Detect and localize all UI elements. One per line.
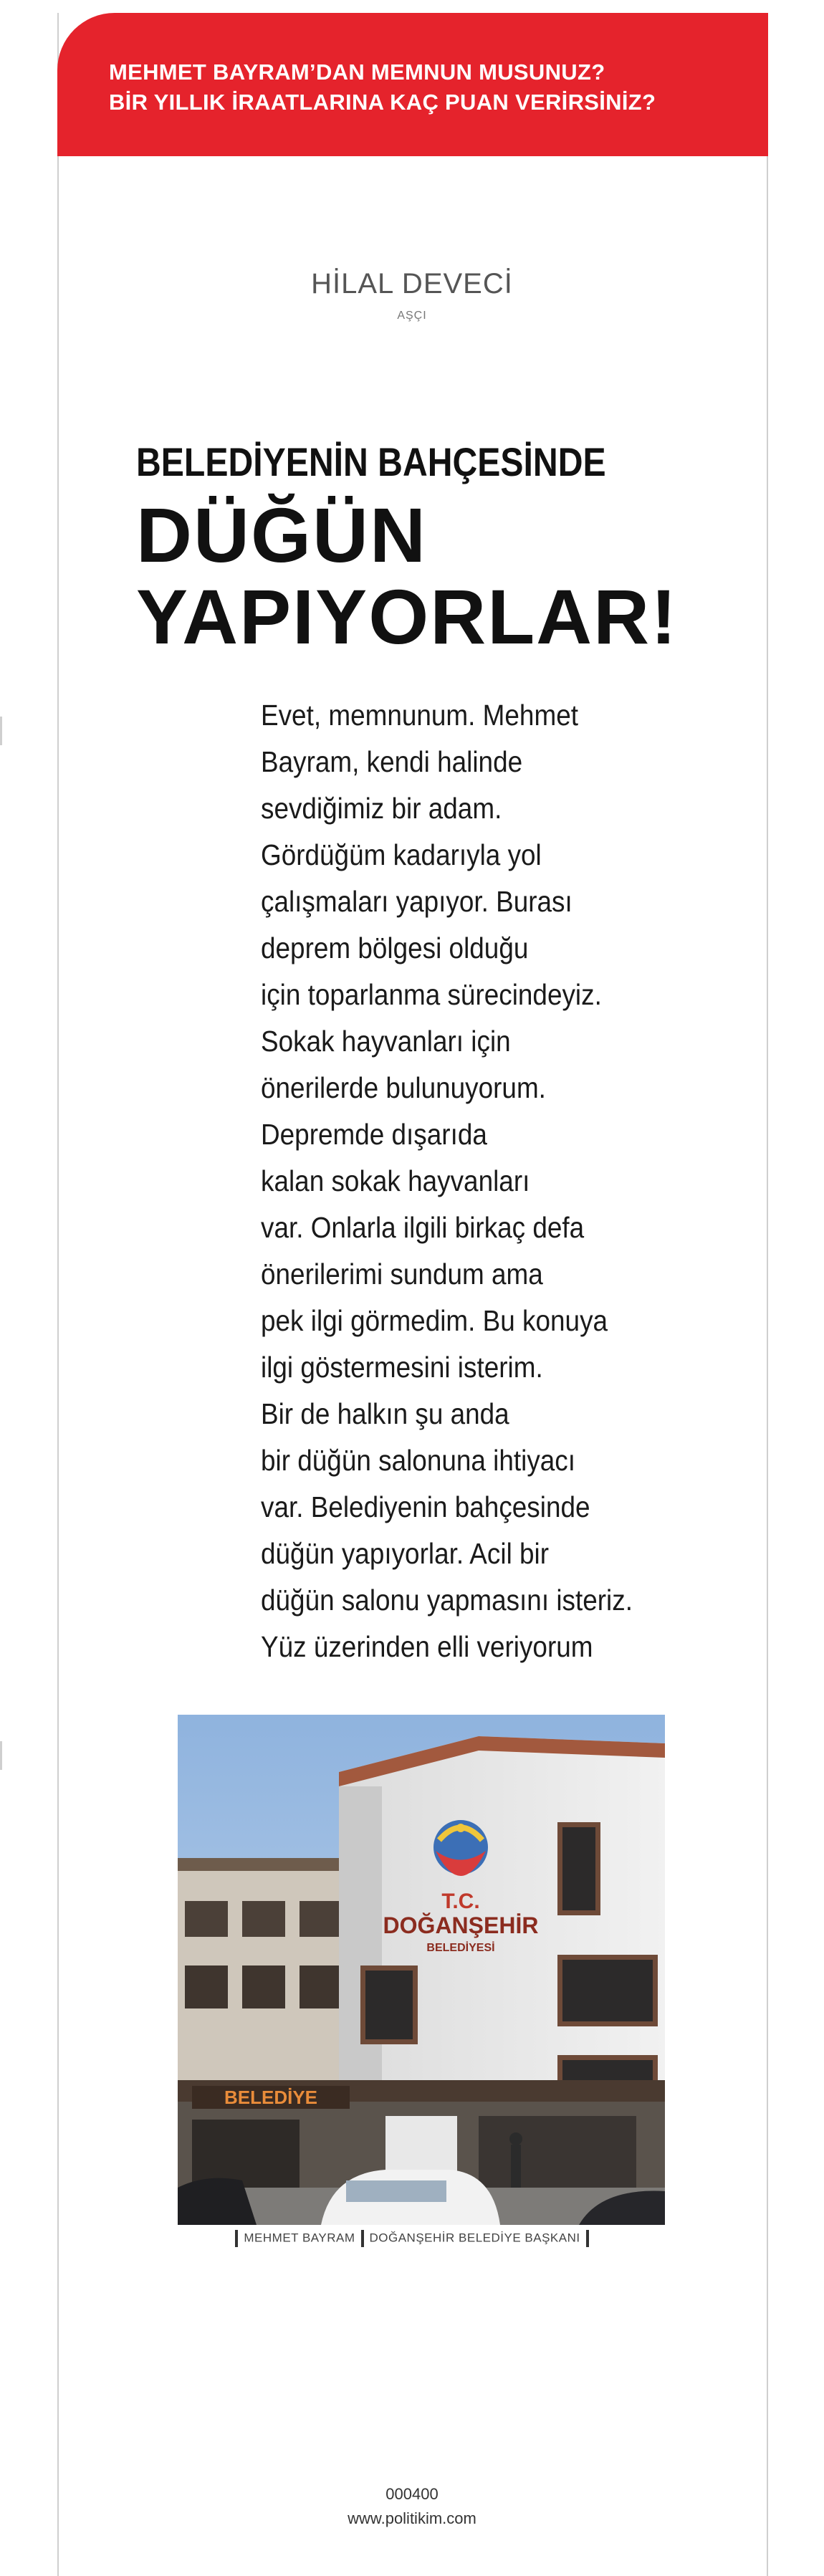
page-code: 000400 xyxy=(385,2485,439,2503)
body-line: Evet, memnunum. Mehmet xyxy=(261,699,578,732)
caption-title: DOĞANŞEHİR BELEDİYE BAŞKANI xyxy=(369,2231,580,2245)
sign-municipality: BELEDİYESİ xyxy=(426,1942,495,1954)
banner-line-1: MEHMET BAYRAM’DAN MEMNUN MUSUNUZ? xyxy=(109,59,605,85)
body-line: var. Onlarla ilgili birkaç defa xyxy=(261,1211,585,1244)
sign-tc: T.C. xyxy=(441,1890,480,1913)
photo-caption xyxy=(0,2230,824,2247)
headline-kicker: BELEDİYENİN BAHÇESİNDE xyxy=(136,439,606,484)
body-line: Yüz üzerinden elli veriyorum xyxy=(261,1630,593,1663)
headline-line-1: DÜĞÜN xyxy=(136,492,427,578)
question-banner xyxy=(57,13,768,156)
body-line: var. Belediyenin bahçesinde xyxy=(261,1490,590,1523)
body-line: kalan sokak hayvanları xyxy=(261,1164,530,1197)
caption-name: MEHMET BAYRAM xyxy=(244,2231,355,2245)
body-line: ilgi göstermesini isterim. xyxy=(261,1351,543,1384)
body-line: sevdiğimiz bir adam. xyxy=(261,792,502,825)
body-line: deprem bölgesi olduğu xyxy=(261,932,529,964)
body-line: çalışmaları yapıyor. Burası xyxy=(261,885,573,918)
caption-divider xyxy=(361,2230,364,2247)
body-line: önerilerimi sundum ama xyxy=(261,1258,543,1291)
author-role: AŞÇI xyxy=(397,310,427,322)
storefront-sign: BELEDİYE xyxy=(224,2087,318,2108)
body-line: bir düğün salonuna ihtiyacı xyxy=(261,1444,576,1477)
sign-town: DOĞANŞEHİR xyxy=(383,1912,539,1938)
edge-mark xyxy=(0,1741,2,1770)
body-line: Gördüğüm kadarıyla yol xyxy=(261,838,542,871)
body-line: pek ilgi görmedim. Bu konuya xyxy=(261,1304,608,1337)
body-line: Bir de halkın şu anda xyxy=(261,1397,509,1430)
banner-line-2: BİR YILLIK İRAATLARINA KAÇ PUAN VERİRSİNİZ? xyxy=(109,90,656,115)
edge-mark xyxy=(0,717,2,745)
body-line: Sokak hayvanları için xyxy=(261,1025,511,1058)
body-line: için toparlanma sürecindeyiz. xyxy=(261,978,602,1011)
body-line: önerilerde bulunuyorum. xyxy=(261,1071,546,1104)
body-line: düğün yapıyorlar. Acil bir xyxy=(261,1537,550,1570)
body-line: düğün salonu yapmasını isteriz. xyxy=(261,1584,633,1617)
body-paragraph xyxy=(261,692,705,1670)
body-line: Depremde dışarıda xyxy=(261,1118,487,1151)
caption-divider xyxy=(235,2230,238,2247)
site-url[interactable]: www.politikim.com xyxy=(348,2509,476,2527)
author-name: HİLAL DEVECİ xyxy=(311,268,513,300)
body-line: Bayram, kendi halinde xyxy=(261,745,523,778)
headline-main xyxy=(136,494,678,658)
caption-divider xyxy=(586,2230,589,2247)
headline-line-2: YAPIYORLAR! xyxy=(136,573,679,660)
municipality-building-photo xyxy=(178,1715,665,2225)
